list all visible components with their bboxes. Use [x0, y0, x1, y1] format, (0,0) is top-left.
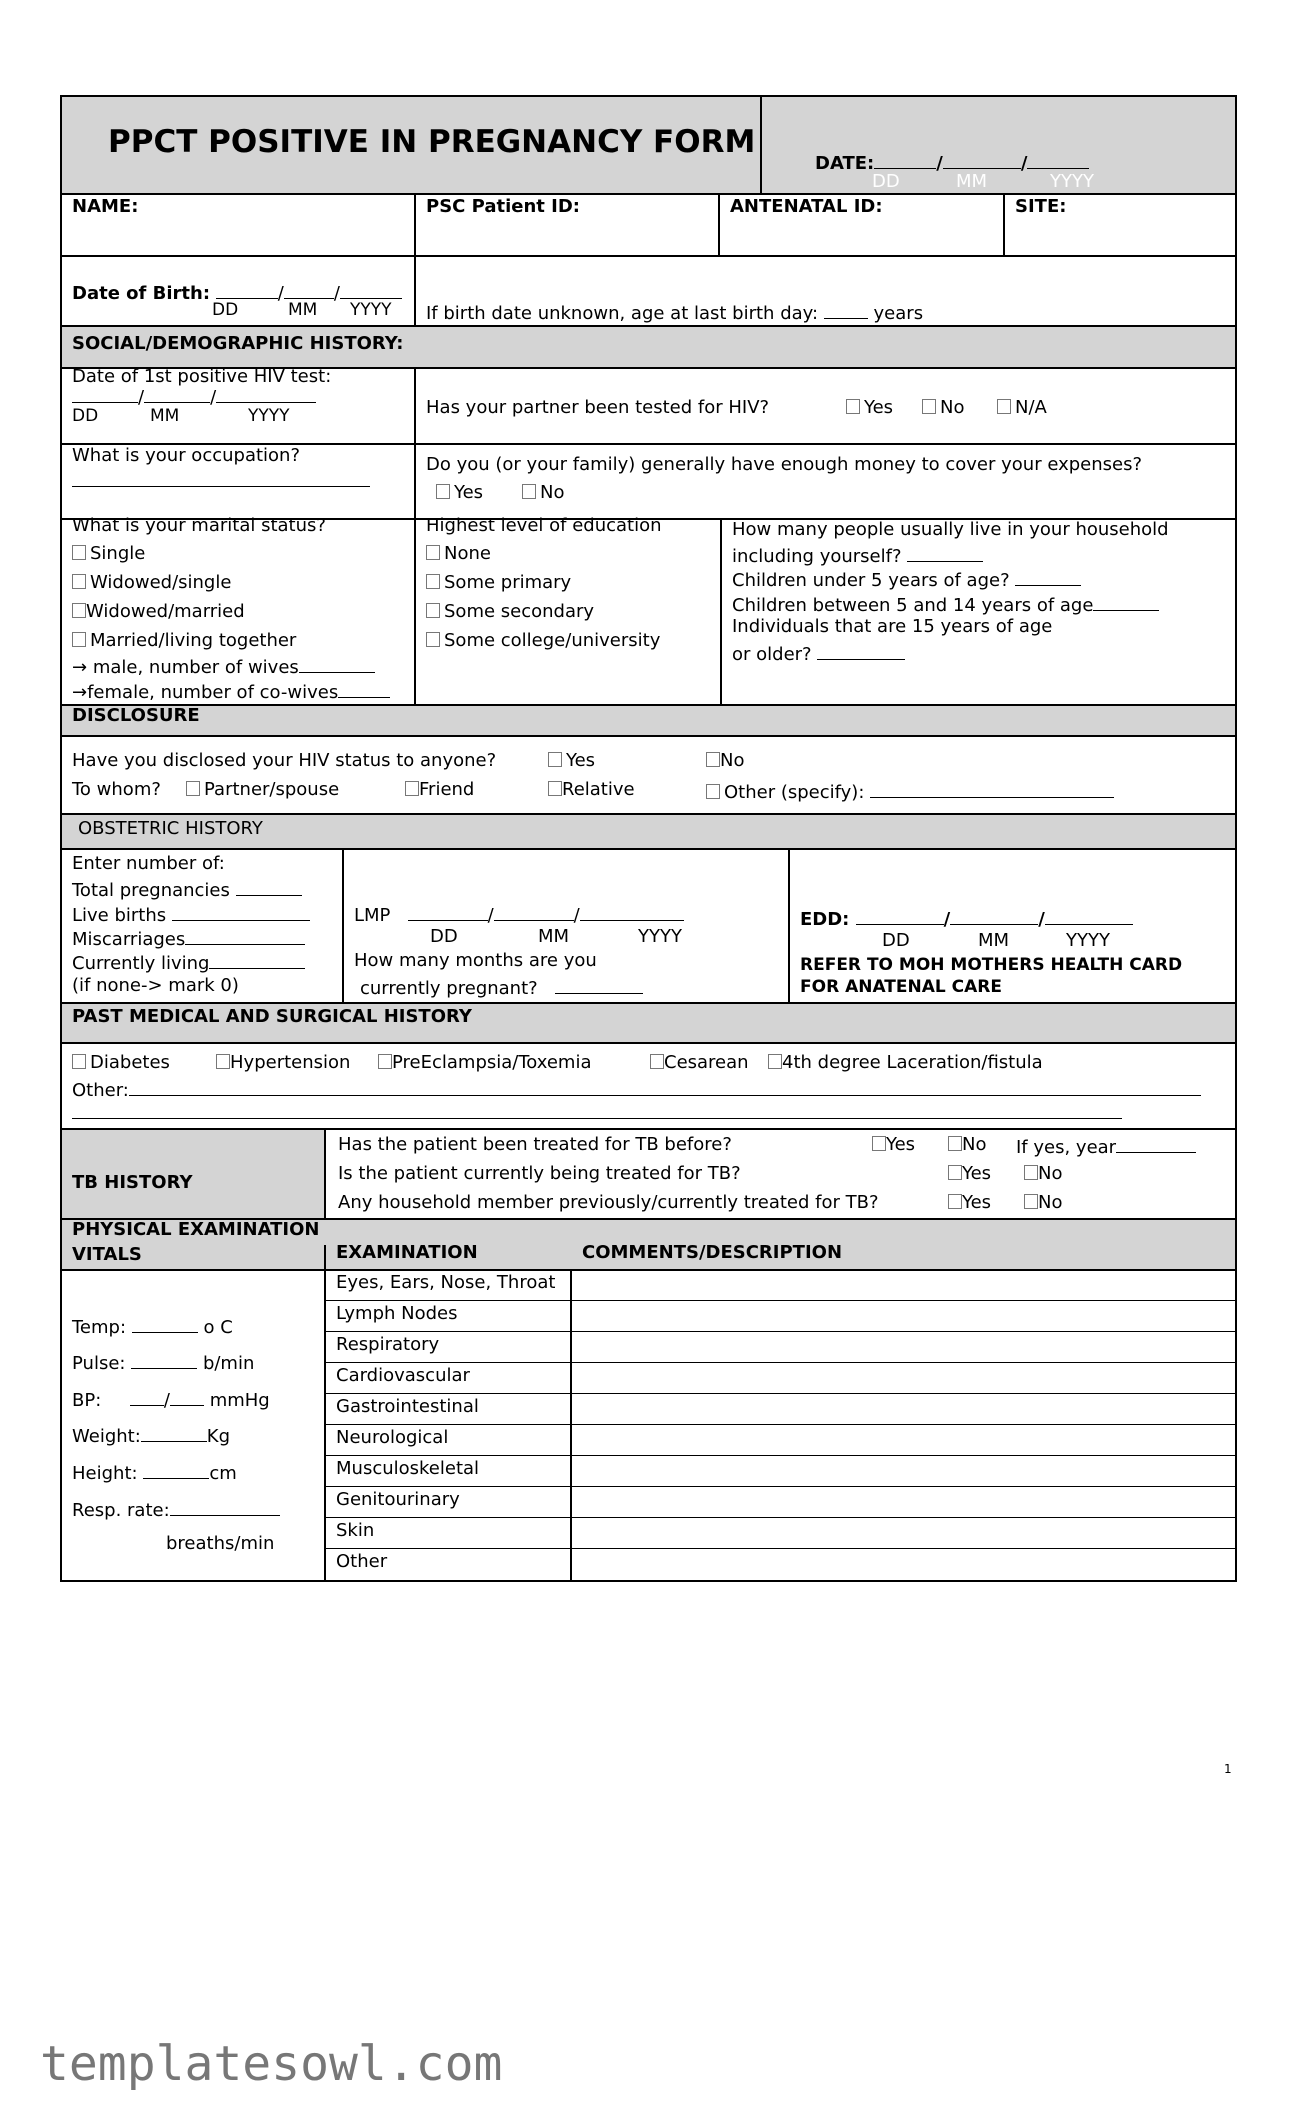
money-yes[interactable]: Yes [436, 482, 483, 503]
dob-mm-hint: MM [288, 300, 318, 320]
pmsh-laceration[interactable]: 4th degree Laceration/fistula [768, 1052, 1043, 1073]
checkbox-icon [922, 399, 936, 414]
exam-gu: Genitourinary [336, 1489, 460, 1510]
exam-gi: Gastrointestinal [336, 1396, 479, 1417]
lmp-yyyy-hint: YYYY [638, 926, 682, 947]
exam-cardio: Cardiovascular [336, 1365, 470, 1386]
tb-q3-no[interactable]: No [1024, 1192, 1062, 1213]
money-no[interactable]: No [522, 482, 564, 503]
obstetric-header: OBSTETRIC HISTORY [78, 818, 263, 839]
checkbox-icon [426, 603, 440, 618]
tb-q2-yes[interactable]: Yes [948, 1163, 991, 1184]
date-dd-hint: DD [872, 171, 900, 192]
exam-other: Other [336, 1551, 388, 1572]
household-under5[interactable]: Children under 5 years of age? [732, 567, 1081, 591]
disclosure-q: Have you disclosed your HIV status to anyone? [72, 750, 497, 771]
checkbox-icon [650, 1054, 664, 1069]
pmsh-diabetes[interactable]: Diabetes [72, 1052, 170, 1073]
checkbox-icon [548, 781, 562, 796]
checkbox-icon [72, 574, 86, 589]
disclosure-band [62, 705, 1235, 735]
edu-none[interactable]: None [426, 543, 491, 564]
vital-bp[interactable]: BP: / mmHg [72, 1387, 270, 1411]
vital-resp[interactable]: Resp. rate: [72, 1497, 280, 1521]
checkbox-icon [72, 603, 86, 618]
checkbox-icon [948, 1136, 962, 1151]
vital-weight[interactable]: Weight: Kg [72, 1423, 230, 1447]
checkbox-icon [72, 632, 86, 647]
checkbox-icon [426, 574, 440, 589]
edu-secondary[interactable]: Some secondary [426, 601, 594, 622]
exam-ent: Eyes, Ears, Nose, Throat [336, 1272, 556, 1293]
vital-pulse[interactable]: Pulse: b/min [72, 1350, 254, 1374]
exam-msk: Musculoskeletal [336, 1458, 480, 1479]
whom-relative[interactable]: Relative [548, 779, 635, 800]
months-q2[interactable]: currently pregnant? [360, 975, 643, 999]
date-label: DATE: / / [815, 150, 1089, 174]
marital-widowed-single[interactable]: Widowed/single [72, 572, 231, 593]
total-pregnancies[interactable]: Total pregnancies [72, 877, 302, 901]
edu-college[interactable]: Some college/university [426, 630, 660, 651]
pmsh-other-line2[interactable] [72, 1100, 1122, 1124]
psc-id-label: PSC Patient ID: [426, 196, 580, 217]
household-5to14[interactable]: Children between 5 and 14 years of age [732, 592, 1159, 616]
dob-field[interactable]: Date of Birth: / / [72, 280, 402, 304]
pmsh-header: PAST MEDICAL AND SURGICAL HISTORY [72, 1006, 472, 1027]
checkbox-icon [1024, 1194, 1038, 1209]
checkbox-icon [872, 1136, 886, 1151]
tb-header: TB HISTORY [72, 1172, 193, 1193]
exam-skin: Skin [336, 1520, 375, 1541]
partner-no[interactable]: No [922, 397, 964, 418]
household-q1: How many people usually live in your household [732, 519, 1169, 540]
pmsh-other[interactable]: Other: [72, 1077, 1201, 1101]
comment-cell[interactable] [572, 1270, 1235, 1300]
checkbox-icon [997, 399, 1011, 414]
vital-height[interactable]: Height: cm [72, 1460, 237, 1484]
pmsh-hypertension[interactable]: Hypertension [216, 1052, 350, 1073]
hiv-yyyy-hint: YYYY [248, 406, 290, 426]
pmsh-preeclampsia[interactable]: PreEclampsia/Toxemia [378, 1052, 592, 1073]
household-older[interactable]: or older? [732, 641, 905, 665]
vital-resp-unit: breaths/min [166, 1533, 275, 1554]
edd-mm-hint: MM [978, 930, 1010, 951]
household-15plus: Individuals that are 15 years of age [732, 616, 1053, 637]
currently-living[interactable]: Currently living [72, 950, 305, 974]
female-cowives[interactable]: →female, number of co-wives [72, 679, 390, 703]
education-q: Highest level of education [426, 515, 662, 536]
male-wives[interactable]: → male, number of wives [72, 654, 375, 678]
disclosure-header: DISCLOSURE [72, 705, 200, 726]
checkbox-icon [426, 545, 440, 560]
if-none: (if none-> mark 0) [72, 975, 239, 996]
edd-field[interactable]: EDD: / / [800, 906, 1133, 930]
edd-yyyy-hint: YYYY [1066, 930, 1110, 951]
to-whom-label: To whom? [72, 779, 161, 800]
household-q2[interactable]: including yourself? [732, 543, 983, 567]
marital-widowed-married[interactable]: Widowed/married [72, 601, 245, 622]
partner-yes[interactable]: Yes [846, 397, 893, 418]
age-unknown[interactable]: If birth date unknown, age at last birth day: years [426, 300, 923, 324]
money-q: Do you (or your family) generally have enough money to cover your expenses? [426, 454, 1143, 475]
date-mm-hint: MM [956, 171, 988, 192]
refer-line2: FOR ANATENAL CARE [800, 977, 1002, 997]
checkbox-icon [846, 399, 860, 414]
tb-q1: Has the patient been treated for TB before? [338, 1134, 732, 1155]
checkbox-icon [768, 1054, 782, 1069]
tb-q1-no[interactable]: No [948, 1134, 986, 1155]
exam-respiratory: Respiratory [336, 1334, 440, 1355]
checkbox-icon [436, 484, 450, 499]
disclosure-yes[interactable]: Yes [548, 750, 595, 771]
dob-dd-hint: DD [212, 300, 239, 320]
physical-header: PHYSICAL EXAMINATION [72, 1219, 320, 1240]
checkbox-icon [186, 781, 200, 796]
arrow-right-icon: → [72, 657, 88, 678]
months-q1: How many months are you [354, 950, 597, 971]
checkbox-icon [1024, 1165, 1038, 1180]
checkbox-icon [522, 484, 536, 499]
vitals-header: VITALS [72, 1244, 142, 1265]
name-label: NAME: [72, 196, 139, 217]
tb-q1-yes[interactable]: Yes [872, 1134, 915, 1155]
dob-yyyy-hint: YYYY [350, 300, 392, 320]
hiv-dd-hint: DD [72, 406, 99, 426]
marital-married[interactable]: Married/living together [72, 630, 296, 651]
examination-header: EXAMINATION [336, 1242, 478, 1263]
checkbox-icon [72, 1054, 86, 1069]
whom-friend[interactable]: Friend [405, 779, 474, 800]
marital-single[interactable]: Single [72, 543, 145, 564]
hiv-test-label: Date of 1st positive HIV test: [72, 366, 332, 387]
edd-dd-hint: DD [882, 930, 910, 951]
arrow-right-icon: → [72, 682, 88, 703]
checkbox-icon [216, 1054, 230, 1069]
partner-tested-q: Has your partner been tested for HIV? [426, 397, 770, 418]
enter-number: Enter number of: [72, 853, 225, 874]
refer-line1: REFER TO MOH MOTHERS HEALTH CARD [800, 955, 1183, 975]
live-births[interactable]: Live births [72, 902, 310, 926]
checkbox-icon [706, 752, 720, 767]
pmsh-cesarean[interactable]: Cesarean [650, 1052, 749, 1073]
watermark: templatesowl.com [40, 2036, 503, 2092]
social-header: SOCIAL/DEMOGRAPHIC HISTORY: [72, 333, 404, 354]
checkbox-icon [948, 1165, 962, 1180]
checkbox-icon [405, 781, 419, 796]
edu-primary[interactable]: Some primary [426, 572, 571, 593]
tb-year[interactable]: If yes, year [1016, 1134, 1196, 1158]
exam-neuro: Neurological [336, 1427, 449, 1448]
site-label: SITE: [1015, 196, 1067, 217]
marital-q: What is your marital status? [72, 515, 326, 536]
checkbox-icon [378, 1054, 392, 1069]
comments-header: COMMENTS/DESCRIPTION [582, 1242, 843, 1263]
disclosure-no[interactable]: No [706, 750, 744, 771]
lmp-dd-hint: DD [430, 926, 458, 947]
whom-other[interactable]: Other (specify): [706, 779, 1114, 803]
checkbox-icon [548, 752, 562, 767]
form-title: PPCT POSITIVE IN PREGNANCY FORM [108, 124, 756, 160]
lmp-mm-hint: MM [538, 926, 570, 947]
page-number: 1 [1224, 1762, 1232, 1776]
antenatal-id-label: ANTENATAL ID: [730, 196, 883, 217]
checkbox-icon [426, 632, 440, 647]
exam-lymph: Lymph Nodes [336, 1303, 458, 1324]
tb-q3-yes[interactable]: Yes [948, 1192, 991, 1213]
tb-q3: Any household member previously/currently treated for TB? [338, 1192, 879, 1213]
occupation-field[interactable] [72, 468, 370, 492]
tb-q2-no[interactable]: No [1024, 1163, 1062, 1184]
date-yyyy-hint: YYYY [1050, 171, 1094, 192]
checkbox-icon [706, 784, 720, 799]
tb-q2: Is the patient currently being treated for TB? [338, 1163, 741, 1184]
lmp-field[interactable]: LMP / / [354, 902, 684, 926]
whom-partner[interactable]: Partner/spouse [186, 779, 339, 800]
occupation-label: What is your occupation? [72, 445, 301, 466]
vital-temp[interactable]: Temp: o C [72, 1314, 233, 1338]
checkbox-icon [72, 545, 86, 560]
hiv-mm-hint: MM [150, 406, 180, 426]
checkbox-icon [948, 1194, 962, 1209]
hiv-test-date[interactable]: / / [72, 384, 316, 408]
miscarriages[interactable]: Miscarriages [72, 926, 305, 950]
partner-na[interactable]: N/A [997, 397, 1047, 418]
